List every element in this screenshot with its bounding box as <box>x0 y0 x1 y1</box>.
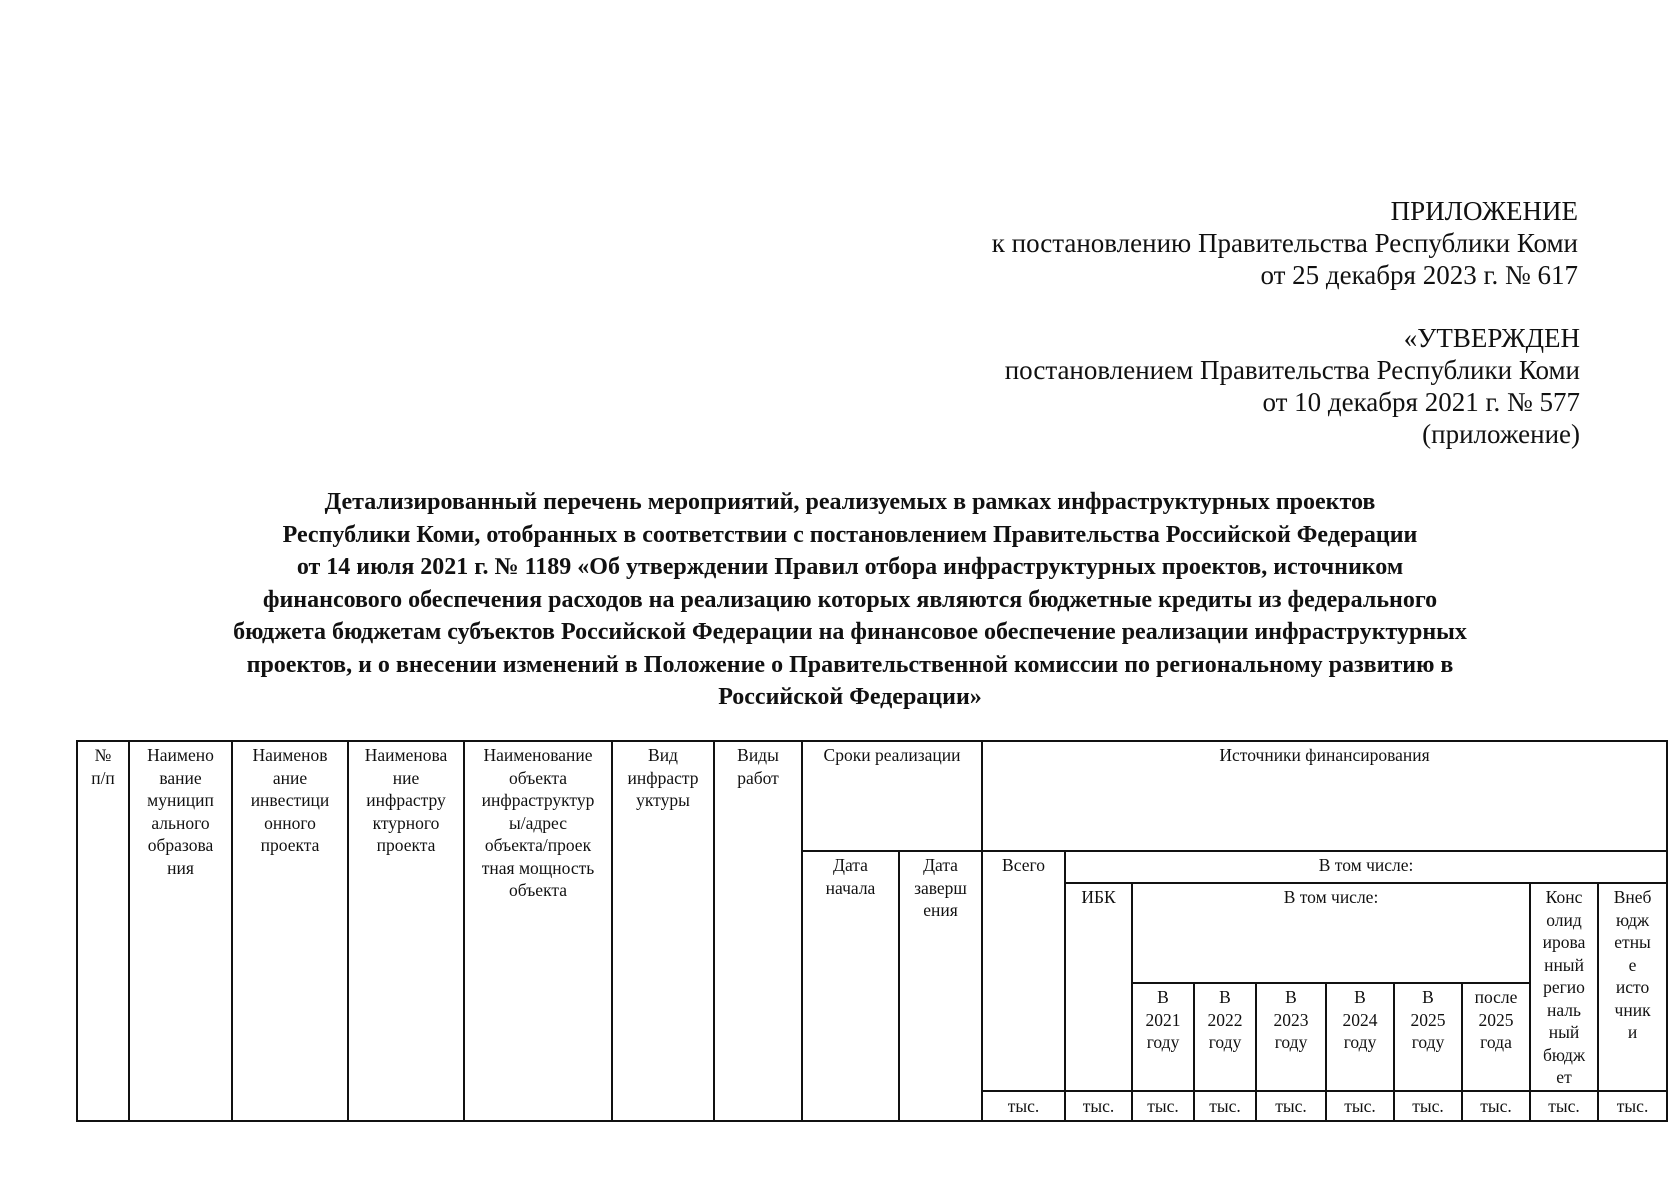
unit-2022: тыс. <box>1194 1091 1256 1121</box>
header-end-date: Дата заверш ения <box>899 851 982 1091</box>
unit-total: тыс. <box>982 1091 1065 1121</box>
funding-table <box>76 740 1668 1122</box>
header-year-after-2025: после 2025 года <box>1462 983 1530 1091</box>
header-municipality: Наимено вание муницип ального образова ния <box>129 741 232 1121</box>
header-object: Наименование объекта инфраструктур ы/адрес объекта/проек тная мощность объекта <box>464 741 612 1121</box>
header-funding-sources: Источники финансирования <box>982 741 1667 851</box>
title-line: от 14 июля 2021 г. № 1189 «Об утверждении Правил отбора инфраструктурных проектов, источником <box>296 554 1404 580</box>
approved-header <box>1005 322 1580 450</box>
appendix-title: ПРИЛОЖЕНИЕ <box>1390 196 1578 226</box>
title-line: Российской Федерации» <box>718 684 982 710</box>
header-total: Всего <box>982 851 1065 1091</box>
approved-appendix-note: (приложение) <box>1422 419 1580 449</box>
start-date-unit-cell <box>802 1091 899 1121</box>
header-year-2022: В 2022 году <box>1194 983 1256 1091</box>
unit-after-2025: тыс. <box>1462 1091 1530 1121</box>
unit-2021: тыс. <box>1132 1091 1194 1121</box>
title-line: Детализированный перечень мероприятий, реализуемых в рамках инфраструктурных проектов <box>324 489 1376 515</box>
unit-2023: тыс. <box>1256 1091 1326 1121</box>
appendix-decree-ref: к постановлению Правительства Республики Коми <box>991 228 1578 258</box>
header-year-2021: В 2021 году <box>1132 983 1194 1091</box>
unit-ibk: тыс. <box>1065 1091 1132 1121</box>
title-line: Республики Коми, отобранных в соответствии с постановлением Правительства Российской Федерации <box>282 521 1418 548</box>
header-including-level1: В том числе: <box>1065 851 1667 883</box>
approved-decree-date: от 10 декабря 2021 г. № 577 <box>1262 387 1580 417</box>
header-extra-budgetary: Внеб юдж етны е исто чник и <box>1598 883 1667 1091</box>
header-number: № п/п <box>77 741 129 1121</box>
header-ibk: ИБК <box>1065 883 1132 1091</box>
header-year-2024: В 2024 году <box>1326 983 1394 1091</box>
header-infrastructure-project: Наименова ние инфрастру ктурного проекта <box>348 741 464 1121</box>
header-year-2023: В 2023 году <box>1256 983 1326 1091</box>
unit-2024: тыс. <box>1326 1091 1394 1121</box>
unit-2025: тыс. <box>1394 1091 1462 1121</box>
unit-consolidated-budget: тыс. <box>1530 1091 1598 1121</box>
header-including-level2: В том числе: <box>1132 883 1530 983</box>
appendix-header <box>992 195 1578 291</box>
approved-decree-ref: постановлением Правительства Республики Коми <box>1004 355 1580 385</box>
header-year-2025: В 2025 году <box>1394 983 1462 1091</box>
header-implementation-terms: Сроки реализации <box>802 741 982 851</box>
header-work-types: Виды работ <box>714 741 802 1121</box>
header-infrastructure-type: Вид инфрастр уктуры <box>612 741 714 1121</box>
header-start-date: Дата начала <box>802 851 899 1091</box>
document-title <box>110 486 1590 714</box>
appendix-decree-date: от 25 декабря 2023 г. № 617 <box>1260 260 1578 290</box>
title-line: бюджета бюджетам субъектов Российской Федерации на финансовое обеспечение реализации инфраструктурных <box>233 619 1467 645</box>
title-line: финансового обеспечения расходов на реализацию которых являются бюджетные кредиты из федерального <box>262 586 1438 613</box>
header-investment-project: Наименов ание инвестици онного проекта <box>232 741 348 1121</box>
approved-title: «УТВЕРЖДЕН <box>1403 323 1580 353</box>
title-line: проектов, и о внесении изменений в Положение о Правительственной комиссии по региональному развитию в <box>246 651 1454 678</box>
header-consolidated-budget: Конс олид ирова нный регио наль ный бюдж ет <box>1530 883 1598 1091</box>
unit-extra-budgetary: тыс. <box>1598 1091 1667 1121</box>
end-date-unit-cell <box>899 1091 982 1121</box>
